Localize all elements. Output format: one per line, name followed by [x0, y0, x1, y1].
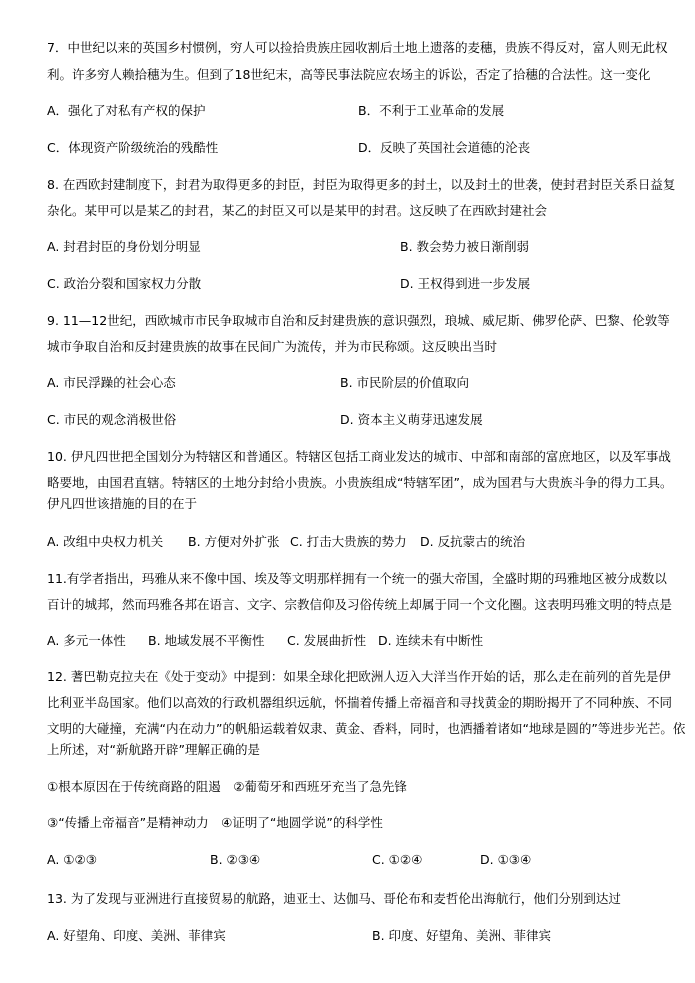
- q11-option-d[interactable]: D. 连续未有中断性: [378, 633, 484, 648]
- q10-option-d[interactable]: D. 反抗蒙古的统治: [420, 534, 526, 549]
- q12-stem-line-1: 12. 蓍巴勒克拉夫在《处于变动》中提到：如果全球化把欧洲人迈入大洋当作开始的话，那么走在前列的首先是伊: [47, 669, 671, 684]
- q12-stem-line-3: 文明的大碰撞，充满“内在动力”的帆船运载着奴隶、黄金、香料，同时，也洒播着诸如“地球是圆的”等进步光芒。依: [47, 721, 686, 736]
- q8-stem-line-2: 杂化。某甲可以是某乙的封君，某乙的封臣又可以是某甲的封君。这反映了在西欧封建社会: [47, 203, 548, 218]
- q12-option-c[interactable]: C. ①②④: [372, 852, 423, 867]
- q10-stem-line-1: 10. 伊凡四世把全国划分为特辖区和普通区。特辖区包括工商业发达的城市、中部和南部的富庶地区，以及军事战: [47, 449, 671, 464]
- q9-option-c[interactable]: C. 市民的观念消极世俗: [47, 412, 177, 427]
- q11-option-a[interactable]: A. 多元一体性: [47, 633, 126, 648]
- q7-option-d[interactable]: D．反映了英国社会道德的沦丧: [358, 140, 531, 155]
- q8-stem-line-1: 8. 在西欧封建制度下，封君为取得更多的封臣，封臣为取得更多的封土，以及封土的世袭，使封君封臣关系日益复: [47, 177, 676, 192]
- q9-option-a[interactable]: A. 市民浮躁的社会心态: [47, 375, 176, 390]
- q7-option-a[interactable]: A．强化了对私有产权的保护: [47, 103, 206, 118]
- q13-option-a[interactable]: A. 好望角、印度、美洲、菲律宾: [47, 928, 226, 943]
- q11-option-b[interactable]: B. 地域发展不平衡性: [148, 633, 265, 648]
- q12-option-a[interactable]: A. ①②③: [47, 852, 97, 867]
- q10-stem-line-2: 略要地，由国君直辖。特辖区的土地分封给小贵族。小贵族组成“特辖军团”，成为国君与大贵族斗争的得力工具。: [47, 475, 673, 490]
- q7-option-c[interactable]: C．体现资产阶级统治的残酷性: [47, 140, 219, 155]
- q9-stem-line-1: 9. 11—12世纪，西欧城市市民争取城市自治和反封建贵族的意识强烈，琅城、威尼斯、佛罗伦萨、巴黎、伦敦等: [47, 313, 670, 328]
- q9-stem-line-2: 城市争取自治和反封建贵族的故事在民间广为流传，并为市民称颂。这反映出当时: [47, 339, 498, 354]
- q10-stem-line-3: 伊凡四世该措施的目的在于: [47, 496, 198, 511]
- q12-statements-line-1: ①根本原因在于传统商路的阻遏 ②葡萄牙和西班牙充当了急先锋: [47, 779, 407, 794]
- q10-option-a[interactable]: A. 改组中央权力机关: [47, 534, 164, 549]
- q8-option-c[interactable]: C. 政治分裂和国家权力分散: [47, 276, 202, 291]
- q8-option-a[interactable]: A. 封君封臣的身份划分明显: [47, 239, 201, 254]
- q12-option-b[interactable]: B. ②③④: [210, 852, 261, 867]
- q13-option-b[interactable]: B. 印度、好望角、美洲、菲律宾: [372, 928, 552, 943]
- q11-stem-line-2: 百计的城邦，然而玛雅各邦在语言、文字、宗教信仰及习俗传统上却属于同一个文化圈。这表明玛雅文明的特点是: [47, 597, 673, 612]
- q8-option-b[interactable]: B. 教会势力被日渐削弱: [400, 239, 530, 254]
- q8-option-d[interactable]: D. 王权得到进一步发展: [400, 276, 531, 291]
- q12-stem-line-4: 上所述，对“新航路开辟”理解正确的是: [47, 742, 260, 757]
- q9-option-b[interactable]: B. 市民阶层的价值取向: [340, 375, 470, 390]
- q9-option-d[interactable]: D. 资本主义萌芽迅速发展: [340, 412, 483, 427]
- q13-stem-line-1: 13. 为了发现与亚洲进行直接贸易的航路，迪亚士、达伽马、哥伦布和麦哲伦出海航行，他们分别到达过: [47, 891, 621, 906]
- q10-option-c[interactable]: C. 打击大贵族的势力: [290, 534, 407, 549]
- q11-stem-line-1: 11.有学者指出，玛雅从来不像中国、埃及等文明那样拥有一个统一的强大帝国，全盛时期的玛雅地区被分成数以: [47, 571, 667, 586]
- q12-stem-line-2: 比利亚半岛国家。他们以高效的行政机器组织远航，怀揣着传播上帝福音和寻找黄金的期盼揭开了不同种族、不同: [47, 695, 673, 710]
- q12-option-d[interactable]: D. ①③④: [480, 852, 532, 867]
- q7-option-b[interactable]: B．不利于工业革命的发展: [358, 103, 505, 118]
- q10-option-b[interactable]: B. 方便对外扩张: [188, 534, 280, 549]
- q7-stem-line-2: 利。许多穷人赖拾穗为生。但到了18世纪末，高等民事法院应农场主的诉讼，否定了拾穗的合法性。这一变化: [47, 67, 651, 82]
- q11-option-c[interactable]: C. 发展曲折性: [287, 633, 367, 648]
- q7-stem-line-1: 7．中世纪以来的英国乡村惯例，穷人可以捡拾贵族庄园收割后土地上遗落的麦穗，贵族不得反对，富人则无此权: [47, 40, 668, 55]
- q12-statements-line-2: ③“传播上帝福音”是精神动力 ④证明了“地圆学说”的科学性: [47, 815, 383, 830]
